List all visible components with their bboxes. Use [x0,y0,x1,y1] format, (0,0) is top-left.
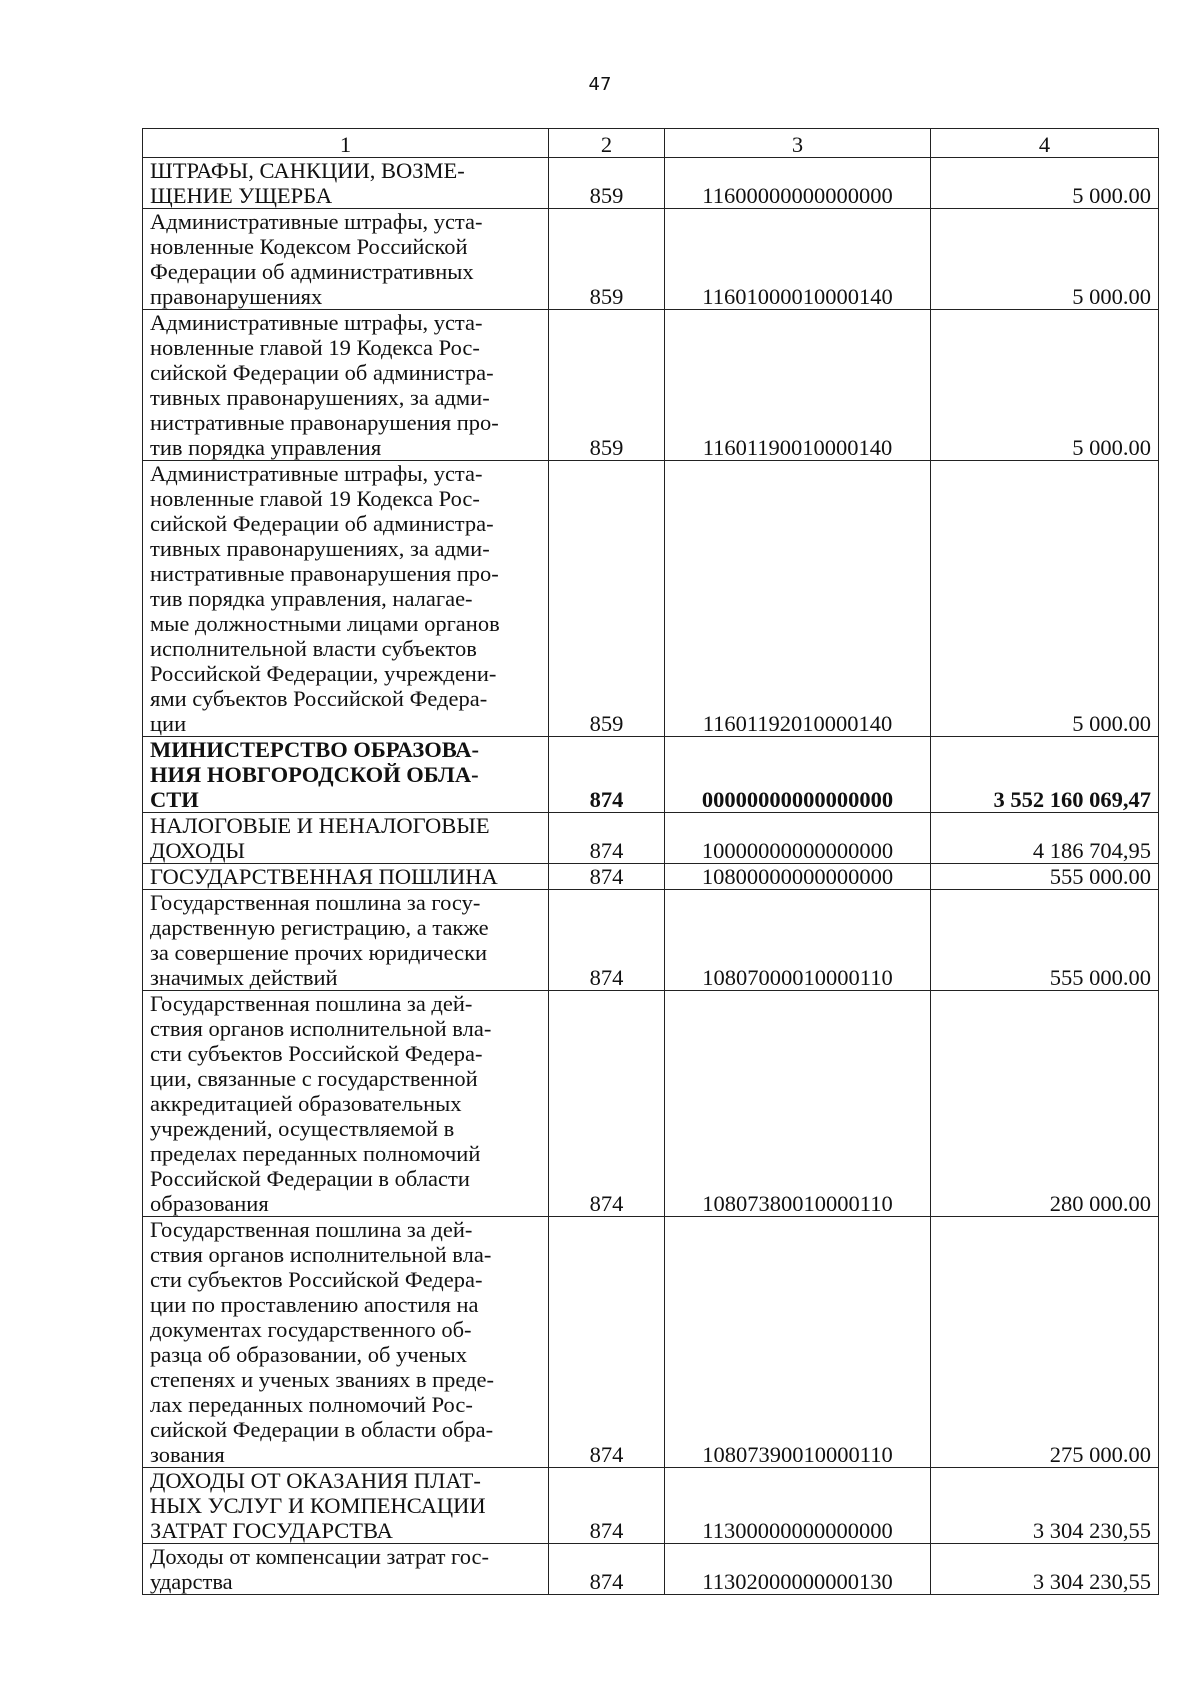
budget-classification-code: 10807380010000110 [665,991,931,1217]
row-name-line: пределах переданных полномочий [150,1141,481,1166]
admin-code: 874 [549,1217,665,1468]
row-name-line: ствия органов исполнительной вла- [150,1016,492,1041]
row-name [143,991,549,1217]
budget-classification-code: 11302000000000130 [665,1544,931,1595]
header-col-2: 2 [549,129,665,158]
row-name [143,1544,549,1595]
row-name-line: зования [150,1442,225,1467]
row-name-line: сийской Федерации об администра- [150,360,494,385]
row-name [143,158,549,209]
table-row [143,864,1159,890]
budget-classification-code: 11300000000000000 [665,1468,931,1544]
budget-classification-code: 10807390010000110 [665,1217,931,1468]
budget-classification-code: 11601000010000140 [665,209,931,310]
amount: 275 000.00 [931,1217,1159,1468]
row-name-line: нистративные правонарушения про- [150,410,499,435]
table-row [143,1468,1159,1544]
budget-classification-code: 11601192010000140 [665,461,931,737]
header-col-1: 1 [143,129,549,158]
table-row [143,158,1159,209]
amount: 3 304 230,55 [931,1468,1159,1544]
admin-code: 874 [549,991,665,1217]
row-name-line: СТИ [150,787,199,812]
row-name-line: мые должностными лицами органов [150,611,500,636]
row-name-line: новленные главой 19 Кодекса Рос- [150,486,480,511]
table-row [143,890,1159,991]
amount: 5 000.00 [931,310,1159,461]
row-name-line: документах государственного об- [150,1317,472,1342]
row-name-line: ШТРАФЫ, САНКЦИИ, ВОЗМЕ- [150,158,465,183]
table-row [143,737,1159,813]
row-name-line: сийской Федерации в области обра- [150,1417,494,1442]
budget-classification-code: 10807000010000110 [665,890,931,991]
header-col-4: 4 [931,129,1159,158]
row-name-line: дарственную регистрацию, а также [150,915,489,940]
row-name-line: правонарушениях [150,284,323,309]
budget-classification-code: 10800000000000000 [665,864,931,890]
row-name-line: ЩЕНИЕ УЩЕРБА [150,183,333,208]
amount: 3 552 160 069,47 [931,737,1159,813]
budget-classification-code: 00000000000000000 [665,737,931,813]
row-name-line: НИЯ НОВГОРОДСКОЙ ОБЛА- [150,762,479,787]
admin-code: 874 [549,737,665,813]
revenue-table [142,128,1159,1595]
row-name-line: тивных правонарушениях, за адми- [150,385,490,410]
row-name-line: сти субъектов Российской Федера- [150,1267,483,1292]
row-name-line: тив порядка управления, налагае- [150,586,473,611]
row-name [143,310,549,461]
page-number: 47 [588,74,612,95]
row-name [143,890,549,991]
row-name-line: ями субъектов Российской Федера- [150,686,488,711]
row-name-line: тивных правонарушениях, за адми- [150,536,490,561]
row-name-line: ции [150,711,187,736]
row-name [143,864,549,890]
row-name-line: образования [150,1191,269,1216]
row-name-line: значимых действий [150,965,338,990]
row-name-line: НАЛОГОВЫЕ И НЕНАЛОГОВЫЕ [150,813,490,838]
row-name [143,1468,549,1544]
amount: 5 000.00 [931,461,1159,737]
amount: 555 000.00 [931,864,1159,890]
row-name [143,737,549,813]
admin-code: 874 [549,890,665,991]
row-name-line: Государственная пошлина за дей- [150,991,473,1016]
row-name-line: Доходы от компенсации затрат гос- [150,1544,490,1569]
row-name-line: за совершение прочих юридически [150,940,488,965]
row-name-line: исполнительной власти субъектов [150,636,477,661]
row-name-line: Государственная пошлина за госу- [150,890,481,915]
row-name-line: аккредитацией образовательных [150,1091,462,1116]
table-row [143,209,1159,310]
row-name-line: ДОХОДЫ ОТ ОКАЗАНИЯ ПЛАТ- [150,1468,481,1493]
row-name-line: ции, связанные с государственной [150,1066,478,1091]
row-name-line: сийской Федерации об администра- [150,511,494,536]
row-name-line: степенях и ученых званиях в преде- [150,1367,495,1392]
table-row [143,1544,1159,1595]
admin-code: 874 [549,864,665,890]
row-name-line: новленные главой 19 Кодекса Рос- [150,335,480,360]
row-name-line: ударства [150,1569,233,1594]
row-name [143,1217,549,1468]
row-name-line: НЫХ УСЛУГ И КОМПЕНСАЦИИ [150,1493,486,1518]
amount: 3 304 230,55 [931,1544,1159,1595]
budget-classification-code: 10000000000000000 [665,813,931,864]
amount: 4 186 704,95 [931,813,1159,864]
row-name-line: Административные штрафы, уста- [150,310,483,335]
amount: 5 000.00 [931,209,1159,310]
row-name-line: Административные штрафы, уста- [150,461,483,486]
row-name-line: ДОХОДЫ [150,838,246,863]
table-row [143,461,1159,737]
amount: 555 000.00 [931,890,1159,991]
row-name-line: сти субъектов Российской Федера- [150,1041,483,1066]
row-name-line: Административные штрафы, уста- [150,209,483,234]
table-row [143,1217,1159,1468]
admin-code: 859 [549,209,665,310]
row-name-line: МИНИСТЕРСТВО ОБРАЗОВА- [150,737,480,762]
admin-code: 859 [549,310,665,461]
admin-code: 874 [549,813,665,864]
row-name-line: Российской Федерации, учреждени- [150,661,497,686]
header-col-3: 3 [665,129,931,158]
amount: 280 000.00 [931,991,1159,1217]
row-name-line: Российской Федерации в области [150,1166,470,1191]
admin-code: 874 [549,1544,665,1595]
budget-classification-code: 11601190010000140 [665,310,931,461]
row-name-line: ГОСУДАРСТВЕННАЯ ПОШЛИНА [150,864,498,889]
row-name-line: новленные Кодексом Российской [150,234,468,259]
row-name-line: тив порядка управления [150,435,382,460]
admin-code: 874 [549,1468,665,1544]
row-name-line: ции по проставлению апостиля на [150,1292,479,1317]
row-name [143,209,549,310]
amount: 5 000.00 [931,158,1159,209]
table-row [143,991,1159,1217]
row-name [143,813,549,864]
row-name-line: Государственная пошлина за дей- [150,1217,473,1242]
admin-code: 859 [549,461,665,737]
row-name-line: учреждений, осуществляемой в [150,1116,455,1141]
admin-code: 859 [549,158,665,209]
table-row [143,813,1159,864]
row-name [143,461,549,737]
row-name-line: нистративные правонарушения про- [150,561,499,586]
row-name-line: ствия органов исполнительной вла- [150,1242,492,1267]
row-name-line: лах переданных полномочий Рос- [150,1392,473,1417]
header-row [143,129,1159,158]
row-name-line: ЗАТРАТ ГОСУДАРСТВА [150,1518,393,1543]
row-name-line: Федерации об административных [150,259,474,284]
table-row [143,310,1159,461]
budget-classification-code: 11600000000000000 [665,158,931,209]
row-name-line: разца об образовании, об ученых [150,1342,468,1367]
